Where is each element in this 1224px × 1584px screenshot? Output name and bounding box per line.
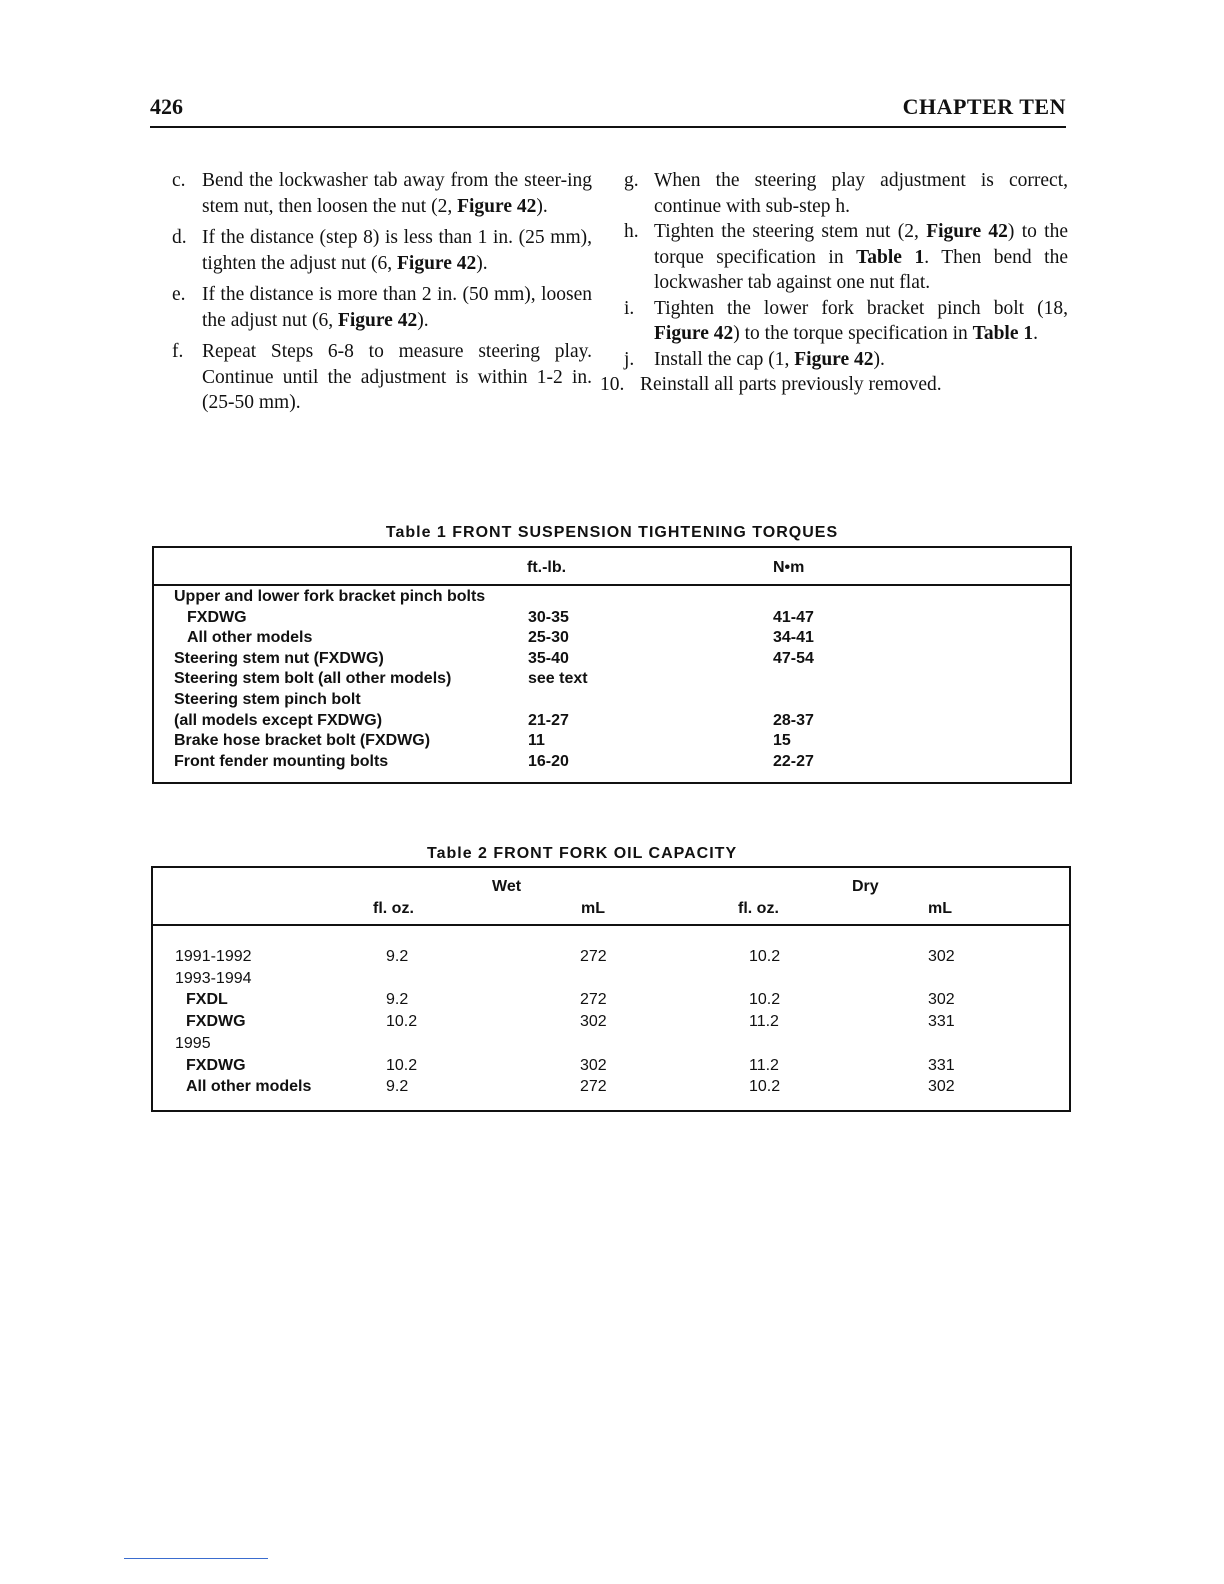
chapter-title: CHAPTER TEN	[902, 94, 1066, 119]
table2-cell-label: All other models	[186, 1078, 312, 1096]
step-e	[172, 282, 592, 333]
table1-row	[154, 609, 1070, 630]
step-text	[654, 170, 1068, 217]
table2-group-wet: Wet	[492, 878, 522, 895]
step-letter: i.	[624, 297, 635, 319]
table2-cell-dry-floz: 10.2	[749, 991, 781, 1009]
figure-reference: Table 1	[856, 246, 925, 268]
step-text-run: ).	[873, 348, 885, 370]
table2-cell-dry-ml: 331	[928, 1056, 955, 1074]
footer-rule	[124, 1558, 268, 1559]
step-h	[624, 219, 1068, 296]
table1-title: Table 1 FRONT SUSPENSION TIGHTENING TORQUES	[385, 524, 839, 541]
step-text-run: ).	[476, 252, 488, 274]
step-text	[654, 221, 1068, 293]
table1-cell-label: Brake hose bracket bolt (FXDWG)	[174, 732, 431, 750]
table1	[152, 546, 1072, 784]
table2-cell-dry-ml: 302	[928, 948, 955, 965]
step-text	[202, 170, 592, 217]
table1-row	[154, 629, 1070, 650]
figure-reference: Figure 42	[457, 195, 537, 217]
step-text-run: .	[1033, 323, 1038, 344]
table2-cell-label: FXDL	[186, 991, 228, 1009]
table1-row	[154, 650, 1070, 671]
table1-cell-ftlb: 21-27	[528, 711, 569, 729]
table2-cell-label: 1995	[175, 1034, 211, 1052]
step-letter: c.	[172, 170, 186, 191]
table1-row	[154, 670, 1070, 691]
table2-row	[153, 1078, 1069, 1100]
table1-row	[154, 753, 1070, 774]
table2-cell-wet-floz: 9.2	[386, 948, 409, 965]
table2-cell-label: FXDWG	[186, 1056, 246, 1074]
step-f	[172, 339, 592, 416]
table1-col-ftlb: ft.-lb.	[527, 559, 567, 576]
table1-cell-ftlb: 11	[528, 732, 545, 750]
table2	[151, 866, 1071, 1112]
table2-title: Table 2 FRONT FORK OIL CAPACITY	[427, 845, 738, 862]
step-text-run: Tighten the steering stem nut (2,	[654, 221, 927, 242]
table2-header	[153, 868, 1069, 926]
table1-cell-ftlb: see text	[528, 670, 588, 688]
figure-reference: Figure 42	[337, 309, 418, 331]
step-letter: h.	[624, 221, 639, 242]
table2-cell-dry-ml: 331	[928, 1013, 955, 1031]
step-text: Reinstall all parts previously removed.	[640, 374, 942, 395]
table2-row	[153, 970, 1069, 992]
step-text-run: If the distance (step 8) is less than 1 in. (25 mm), tighten the adjust nut (6,	[202, 227, 592, 274]
right-step-list	[624, 168, 1068, 372]
table2-cell-label: FXDWG	[186, 1013, 246, 1031]
step-text	[202, 284, 592, 331]
table1-cell-label: All other models	[187, 629, 313, 647]
figure-reference: Figure 42	[654, 323, 734, 344]
step-letter: e.	[172, 284, 186, 305]
step-text-run: Bend the lockwasher tab away from the steer-ing stem nut, then loosen the nut (2,	[202, 170, 592, 217]
table2-cell-dry-floz: 10.2	[749, 1078, 781, 1096]
table1-cell-nm: 47-54	[773, 649, 814, 667]
table1-cell-label: Steering stem nut (FXDWG)	[174, 649, 384, 667]
table1-row	[154, 588, 1070, 609]
table2-cell-dry-ml: 302	[928, 1078, 955, 1096]
table1-cell-ftlb: 16-20	[528, 752, 569, 770]
table1-cell-nm: 22-27	[773, 752, 814, 770]
table2-cell-wet-ml: 272	[580, 991, 607, 1009]
step-text	[202, 341, 592, 413]
step-letter: f.	[172, 341, 184, 362]
table2-cell-dry-floz: 11.2	[749, 1013, 779, 1031]
table1-cell-ftlb: 35-40	[528, 649, 569, 667]
table1-cell-label: Front fender mounting bolts	[174, 752, 389, 770]
step-text	[202, 227, 592, 274]
figure-reference: Figure 42	[396, 252, 477, 274]
step-text-run: . Then bend the lockwasher tab against one nut flat.	[654, 246, 1068, 293]
table2-cell-dry-ml: 302	[928, 991, 955, 1009]
table2-cell-wet-floz: 9.2	[386, 1078, 409, 1096]
step-text-run: ).	[536, 195, 548, 217]
step-g	[624, 168, 1068, 219]
step-text	[654, 349, 885, 370]
table2-row	[153, 1013, 1069, 1035]
table2-row	[153, 948, 1069, 970]
table1-cell-label: (all models except FXDWG)	[174, 711, 383, 729]
table2-col-dry-ml: mL	[928, 900, 952, 917]
table1-cell-nm: 41-47	[773, 608, 814, 626]
step-text-run: Install the cap (1,	[654, 348, 795, 370]
step-i	[624, 296, 1068, 347]
step-text-run: When the steering play adjustment is correct, continue with sub-step h.	[654, 170, 1068, 217]
table2-cell-wet-floz: 9.2	[386, 991, 409, 1009]
table1-cell-ftlb: 30-35	[528, 608, 569, 626]
table2-cell-label: 1991-1992	[175, 948, 252, 965]
step-number: 10.	[600, 374, 625, 395]
figure-reference: Table 1	[972, 323, 1034, 344]
step-text	[654, 298, 1068, 345]
table2-cell-wet-floz: 10.2	[386, 1056, 418, 1074]
table1-cell-label: Upper and lower fork bracket pinch bolts	[174, 588, 486, 605]
table1-row	[154, 732, 1070, 753]
table2-col-dry-floz: fl. oz.	[738, 900, 779, 917]
table1-row	[154, 712, 1070, 733]
page-number: 426	[150, 94, 183, 119]
page-header	[150, 92, 1066, 128]
table2-cell-wet-ml: 272	[580, 1078, 607, 1096]
table1-cell-label: Steering stem bolt (all other models)	[174, 670, 452, 688]
table2-cell-dry-floz: 10.2	[749, 948, 781, 965]
step-j	[624, 347, 1068, 373]
step-text-run: Repeat Steps 6-8 to measure steering play. Continue until the adjustment is within 1-2 in. (25-50 mm).	[202, 341, 592, 413]
table1-cell-nm: 34-41	[773, 629, 814, 647]
table1-header	[154, 548, 1070, 586]
step-letter: g.	[624, 170, 639, 191]
table2-group-dry: Dry	[852, 878, 879, 895]
table2-cell-dry-floz: 11.2	[749, 1056, 779, 1074]
table2-cell-label: 1993-1994	[175, 969, 252, 987]
table1-cell-nm: 15	[773, 732, 791, 750]
table1-col-nm: N•m	[773, 559, 805, 576]
table2-cell-wet-ml: 302	[580, 1056, 607, 1074]
step-10	[600, 372, 1068, 398]
step-c	[172, 168, 592, 219]
table2-row	[153, 1035, 1069, 1057]
table1-cell-ftlb: 25-30	[528, 629, 569, 647]
step-letter: d.	[172, 227, 187, 248]
figure-reference: Figure 42	[926, 221, 1008, 242]
step-text-run: Tighten the lower fork bracket pinch bolt (18,	[654, 297, 1068, 319]
table1-cell-label: FXDWG	[187, 608, 247, 626]
table2-cell-wet-floz: 10.2	[386, 1013, 418, 1031]
step-letter: j.	[624, 348, 635, 370]
step-d	[172, 225, 592, 276]
figure-reference: Figure 42	[794, 348, 874, 370]
table1-cell-nm: 28-37	[773, 711, 814, 729]
table2-row	[153, 1057, 1069, 1079]
step-text-run: ) to the torque specification in	[654, 221, 1068, 268]
table2-col-wet-ml: mL	[581, 900, 605, 917]
table1-row	[154, 691, 1070, 712]
table1-cell-label: Steering stem pinch bolt	[174, 691, 361, 708]
step-text-run: ) to the torque specification in	[733, 323, 973, 344]
table2-cell-wet-ml: 302	[580, 1013, 607, 1031]
table2-col-wet-floz: fl. oz.	[373, 900, 414, 917]
step-text-run: ).	[417, 309, 429, 331]
right-column	[600, 168, 1068, 404]
step-text-run: If the distance is more than 2 in. (50 mm), loosen the adjust nut (6,	[202, 284, 592, 331]
table2-cell-wet-ml: 272	[580, 948, 607, 965]
table2-row	[153, 991, 1069, 1013]
left-column	[172, 168, 592, 422]
